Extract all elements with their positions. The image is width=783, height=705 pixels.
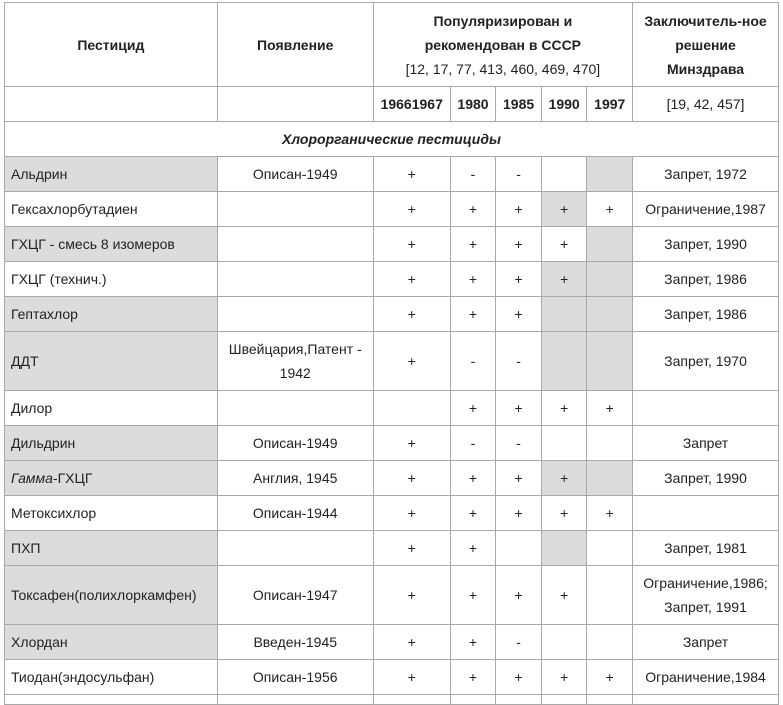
pesticide-name: ГХЦГ - смесь 8 изомеров xyxy=(5,227,218,262)
decision-cell: Запрет, 1986 xyxy=(633,262,779,297)
table-row xyxy=(5,660,779,695)
mark-1985: + xyxy=(496,227,542,262)
empty-cell xyxy=(5,695,218,705)
decision-cell: Ограничение,1984 xyxy=(633,660,779,695)
appearance-cell xyxy=(217,531,373,566)
mark-1966: + xyxy=(373,496,450,531)
empty-cell xyxy=(541,695,587,705)
table-row xyxy=(5,461,779,496)
mark-1997: + xyxy=(587,496,633,531)
mark-1980: + xyxy=(450,625,496,660)
header-decision-line1: Заключитель-ное xyxy=(644,12,767,29)
header-popular-refs: [12, 17, 77, 413, 460, 469, 470] xyxy=(405,60,601,77)
pesticide-name xyxy=(5,461,218,496)
pesticide-name: ГХЦГ (технич.) xyxy=(5,262,218,297)
mark-1985: + xyxy=(496,262,542,297)
year-1997: 1997 xyxy=(587,87,633,122)
table-row xyxy=(5,625,779,660)
table-row xyxy=(5,332,779,391)
appearance-cell xyxy=(217,332,373,391)
pesticide-name: ПХП xyxy=(5,531,218,566)
mark-1966: + xyxy=(373,660,450,695)
mark-1990: + xyxy=(541,192,587,227)
mark-1985 xyxy=(496,531,542,566)
pesticide-table xyxy=(4,2,779,705)
pesticide-name: Дильдрин xyxy=(5,426,218,461)
mark-1980: + xyxy=(450,461,496,496)
mark-1985: + xyxy=(496,192,542,227)
decision-cell xyxy=(633,566,779,625)
decision-cell: Запрет xyxy=(633,426,779,461)
table-row xyxy=(5,157,779,192)
mark-1990: + xyxy=(541,566,587,625)
year-row-empty-1 xyxy=(5,87,218,122)
mark-1997: + xyxy=(587,192,633,227)
year-1980: 1980 xyxy=(450,87,496,122)
decision-cell: Запрет, 1990 xyxy=(633,227,779,262)
appearance-cell: Описан-1956 xyxy=(217,660,373,695)
table-row xyxy=(5,262,779,297)
appearance-cell xyxy=(217,391,373,426)
mark-1966: + xyxy=(373,566,450,625)
table-row xyxy=(5,192,779,227)
decision-cell xyxy=(633,391,779,426)
header-row xyxy=(5,3,779,87)
empty-cell xyxy=(496,695,542,705)
decision-cell: Запрет, 1970 xyxy=(633,332,779,391)
decision-line2: Запрет, 1991 xyxy=(664,599,747,615)
decision-line1: Ограничение,1986; xyxy=(643,575,768,591)
mark-1980: + xyxy=(450,391,496,426)
mark-1997 xyxy=(587,332,633,391)
appearance-line1: Швейцария,Патент - xyxy=(228,341,362,357)
mark-1966: + xyxy=(373,262,450,297)
section-row xyxy=(5,122,779,157)
mark-1985: + xyxy=(496,297,542,332)
decision-cell: Запрет, 1986 xyxy=(633,297,779,332)
pesticide-name: Тиодан(эндосульфан) xyxy=(5,660,218,695)
pesticide-name-rest: -ГХЦГ xyxy=(52,470,93,486)
mark-1985: + xyxy=(496,461,542,496)
decision-refs: [19, 42, 457] xyxy=(633,87,779,122)
year-1990: 1990 xyxy=(541,87,587,122)
mark-1980: + xyxy=(450,496,496,531)
mark-1997 xyxy=(587,297,633,332)
year-row-empty-2 xyxy=(217,87,373,122)
mark-1985: + xyxy=(496,660,542,695)
mark-1966: + xyxy=(373,332,450,391)
decision-cell: Запрет, 1981 xyxy=(633,531,779,566)
appearance-cell xyxy=(217,192,373,227)
mark-1966: + xyxy=(373,157,450,192)
mark-1966: + xyxy=(373,227,450,262)
empty-cell xyxy=(373,695,450,705)
mark-1966: + xyxy=(373,297,450,332)
table-row xyxy=(5,391,779,426)
appearance-cell xyxy=(217,297,373,332)
mark-1980: + xyxy=(450,660,496,695)
mark-1997 xyxy=(587,426,633,461)
table-row xyxy=(5,227,779,262)
header-popular-line1: Популяризирован и xyxy=(433,12,573,29)
empty-cell xyxy=(633,695,779,705)
header-popular xyxy=(373,3,632,87)
mark-1985: - xyxy=(496,157,542,192)
table-row xyxy=(5,566,779,625)
pesticide-name: Дилор xyxy=(5,391,218,426)
header-popular-line2: рекомендован в СССР xyxy=(424,36,582,53)
pesticide-name-italic: Гамма xyxy=(11,470,53,486)
mark-1966: + xyxy=(373,192,450,227)
mark-1990 xyxy=(541,332,587,391)
appearance-cell xyxy=(217,262,373,297)
mark-1980: - xyxy=(450,157,496,192)
decision-cell: Ограничение,1987 xyxy=(633,192,779,227)
mark-1980: + xyxy=(450,192,496,227)
decision-cell: Запрет, 1990 xyxy=(633,461,779,496)
appearance-cell: Описан-1949 xyxy=(217,157,373,192)
empty-cell xyxy=(217,695,373,705)
mark-1990 xyxy=(541,157,587,192)
mark-1997 xyxy=(587,625,633,660)
mark-1997: + xyxy=(587,660,633,695)
header-decision-line3: Минздрава xyxy=(666,60,745,77)
table-row xyxy=(5,496,779,531)
appearance-cell: Англия, 1945 xyxy=(217,461,373,496)
mark-1990 xyxy=(541,531,587,566)
mark-1980: - xyxy=(450,426,496,461)
mark-1990 xyxy=(541,625,587,660)
mark-1990: + xyxy=(541,262,587,297)
empty-cell xyxy=(450,695,496,705)
decision-cell xyxy=(633,496,779,531)
appearance-cell: Введен-1945 xyxy=(217,625,373,660)
mark-1990 xyxy=(541,297,587,332)
header-pesticide: Пестицид xyxy=(5,3,218,87)
mark-1990: + xyxy=(541,461,587,496)
mark-1997 xyxy=(587,461,633,496)
appearance-cell xyxy=(217,227,373,262)
table-row xyxy=(5,297,779,332)
decision-cell: Запрет, 1972 xyxy=(633,157,779,192)
mark-1990: + xyxy=(541,391,587,426)
mark-1997 xyxy=(587,262,633,297)
mark-1985: + xyxy=(496,566,542,625)
appearance-line2: 1942 xyxy=(279,365,311,381)
pesticide-name: Альдрин xyxy=(5,157,218,192)
mark-1990: + xyxy=(541,227,587,262)
appearance-cell: Описан-1949 xyxy=(217,426,373,461)
mark-1980: + xyxy=(450,227,496,262)
mark-1980: + xyxy=(450,531,496,566)
section-title: Хлорорганические пестициды xyxy=(5,122,779,157)
mark-1985: - xyxy=(496,332,542,391)
mark-1980: + xyxy=(450,566,496,625)
mark-1997 xyxy=(587,566,633,625)
mark-1997: + xyxy=(587,391,633,426)
table-row-partial xyxy=(5,695,779,705)
table-row xyxy=(5,531,779,566)
year-1985: 1985 xyxy=(496,87,542,122)
mark-1997 xyxy=(587,531,633,566)
year-row xyxy=(5,87,779,122)
mark-1966: + xyxy=(373,625,450,660)
mark-1990: + xyxy=(541,496,587,531)
mark-1985: - xyxy=(496,625,542,660)
mark-1980: + xyxy=(450,262,496,297)
mark-1990 xyxy=(541,426,587,461)
mark-1980: + xyxy=(450,297,496,332)
table-row xyxy=(5,426,779,461)
pesticide-name: Гептахлор xyxy=(5,297,218,332)
appearance-cell: Описан-1944 xyxy=(217,496,373,531)
mark-1997 xyxy=(587,227,633,262)
mark-1985: + xyxy=(496,496,542,531)
mark-1997 xyxy=(587,157,633,192)
appearance-cell: Описан-1947 xyxy=(217,566,373,625)
year-1966-1967: 19661967 xyxy=(373,87,450,122)
pesticide-name: Токсафен(полихлоркамфен) xyxy=(5,566,218,625)
mark-1985: - xyxy=(496,426,542,461)
pesticide-name: Метоксихлор xyxy=(5,496,218,531)
mark-1966 xyxy=(373,391,450,426)
pesticide-name: Гексахлорбутадиен xyxy=(5,192,218,227)
mark-1980: - xyxy=(450,332,496,391)
empty-cell xyxy=(587,695,633,705)
pesticide-name: ДДТ xyxy=(5,332,218,391)
header-decision xyxy=(633,3,779,87)
mark-1966: + xyxy=(373,531,450,566)
pesticide-name: Хлордан xyxy=(5,625,218,660)
header-decision-line2: решение xyxy=(675,36,736,53)
mark-1990: + xyxy=(541,660,587,695)
decision-cell: Запрет xyxy=(633,625,779,660)
mark-1985: + xyxy=(496,391,542,426)
header-appearance: Появление xyxy=(217,3,373,87)
mark-1966: + xyxy=(373,461,450,496)
mark-1966: + xyxy=(373,426,450,461)
